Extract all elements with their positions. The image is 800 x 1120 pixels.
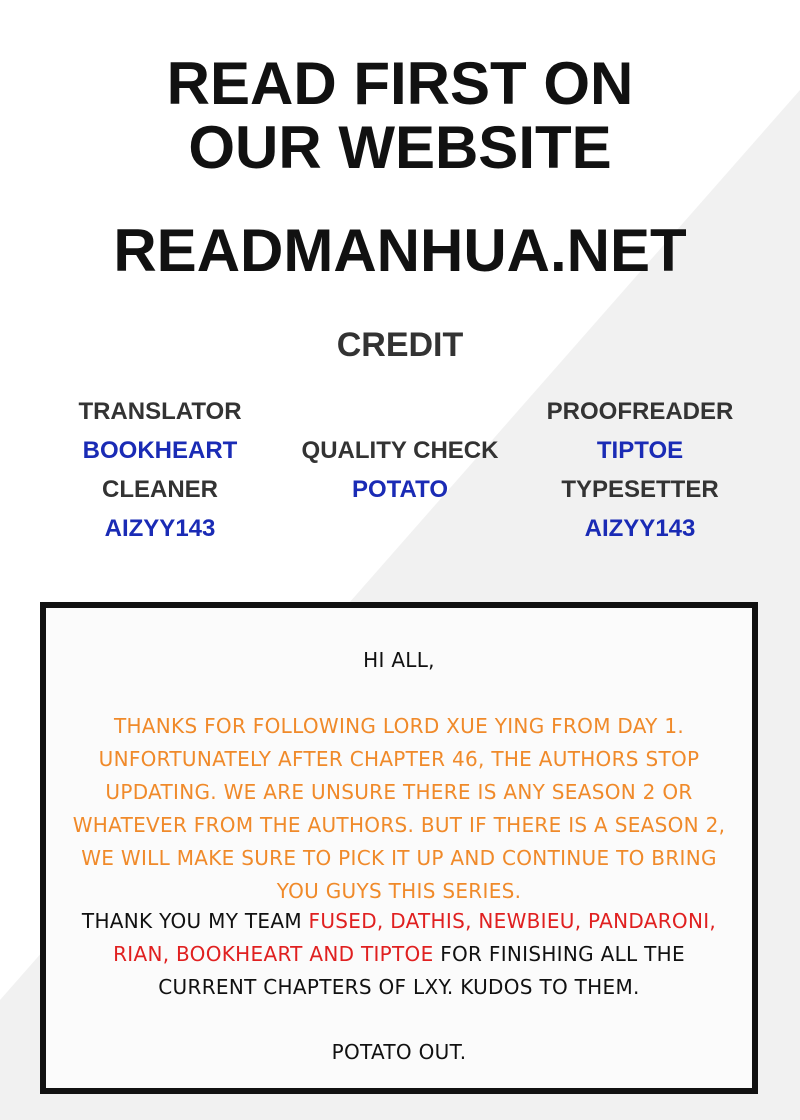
proofreader-name: TIPTOE bbox=[596, 437, 684, 464]
note-paragraph-thanks bbox=[46, 905, 752, 1004]
typesetter-role: TYPESETTER bbox=[561, 476, 719, 503]
cleaner-name: AIZYY143 bbox=[104, 515, 216, 542]
website-name: READMANHUA.NET bbox=[113, 217, 687, 284]
headline-line-2: OUR WEBSITE bbox=[188, 114, 612, 181]
credit-column-left bbox=[30, 392, 290, 548]
cleaner-role: CLEANER bbox=[101, 476, 218, 503]
quality-check-role: QUALITY CHECK bbox=[301, 437, 499, 464]
credit-column-middle bbox=[270, 431, 530, 509]
typesetter-name: AIZYY143 bbox=[584, 515, 696, 542]
thanks-suffix: FOR FINISHING ALL THE CURRENT CHAPTERS OF LXY. KUDOS TO THEM. bbox=[158, 942, 685, 999]
credit-title: CREDIT bbox=[336, 326, 464, 364]
announcement-box bbox=[40, 602, 758, 1094]
thanks-prefix: THANK YOU MY TEAM bbox=[81, 909, 309, 933]
note-paragraph-series-status: THANKS FOR FOLLOWING LORD XUE YING FROM DAY 1. UNFORTUNATELY AFTER CHAPTER 46, THE AUTHORS STOP UPDATING. WE ARE UNSURE THERE IS ANY SEASON 2 OR WHATEVER FROM THE AUTHORS. BUT IF THERE IS A SEASON 2, WE WILL MAKE SURE TO PICK IT UP AND CONTINUE TO BRING YOU GUYS THIS SERIES. bbox=[72, 714, 726, 903]
credit-column-right bbox=[510, 392, 770, 548]
translator-name: BOOKHEART bbox=[82, 437, 238, 464]
proofreader-role: PROOFREADER bbox=[546, 398, 734, 425]
translator-role: TRANSLATOR bbox=[78, 398, 242, 425]
note-signoff: POTATO OUT. bbox=[331, 1040, 467, 1064]
note-greeting: HI ALL, bbox=[363, 648, 435, 672]
headline-line-1: READ FIRST ON bbox=[166, 50, 634, 117]
quality-check-name: POTATO bbox=[352, 476, 448, 503]
headline-read-first bbox=[0, 52, 800, 180]
team-names: FUSED, DATHIS, NEWBIEU, PANDARONI, RIAN, BOOKHEART AND TIPTOE bbox=[113, 909, 717, 966]
